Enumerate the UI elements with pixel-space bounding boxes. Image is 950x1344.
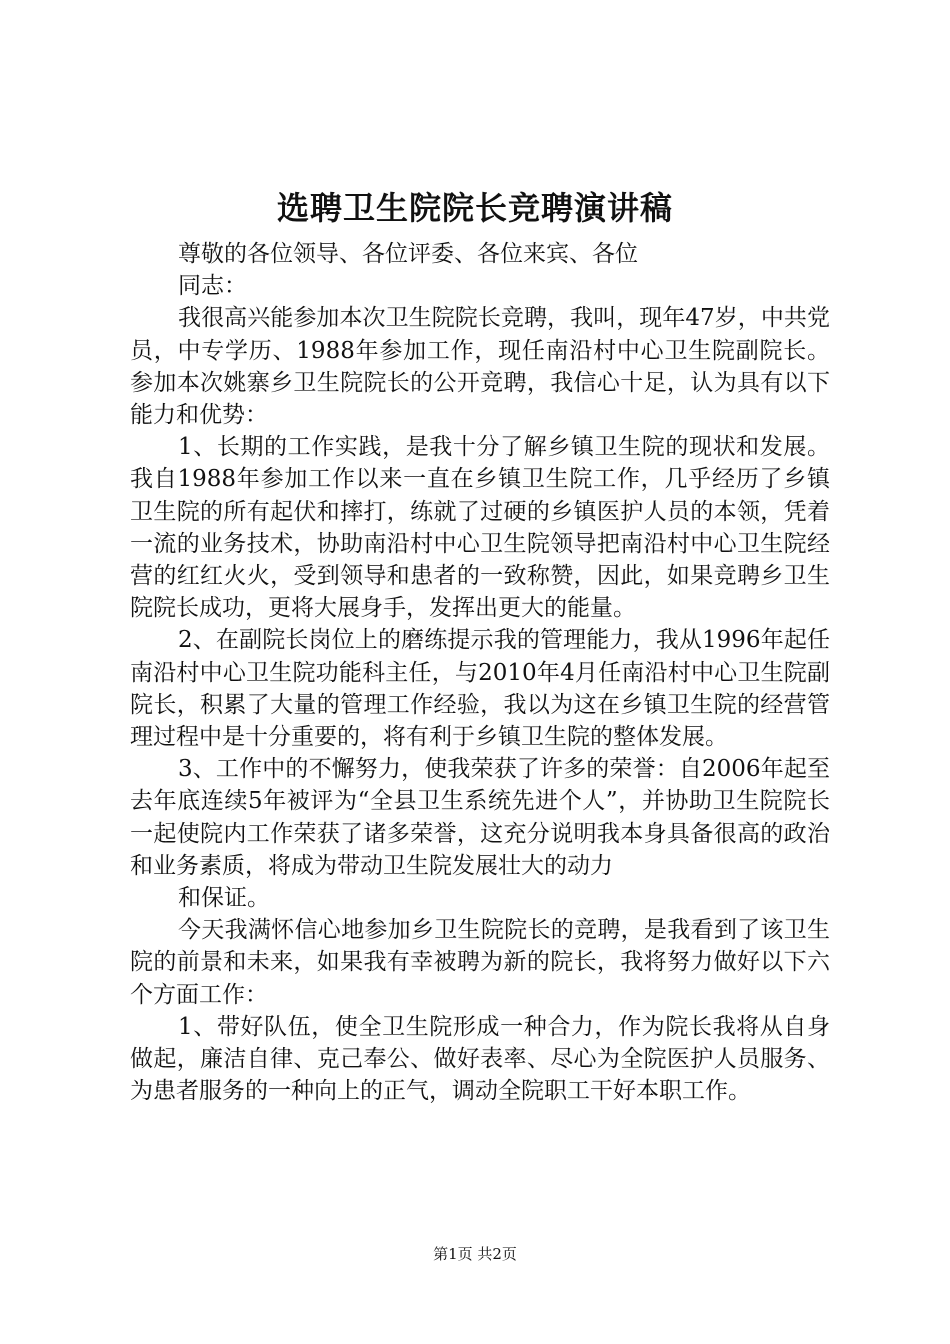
body-paragraph: 1、带好队伍，使全卫生院形成一种合力，作为院长我将从自身做起，廉洁自律、克己奉公、做好表率、尽心为全院医护人员服务、为患者服务的一种向上的正气，调动全院职工干好本职工作。 (130, 1013, 830, 1105)
document-title: 选聘卫生院院长竞聘演讲稿 (276, 189, 673, 227)
body-paragraph: 3、工作中的不懈努力，使我荣获了许多的荣誉：自2006年起至去年底连续5年被评为“全县卫生系统先进个人”，并协助卫生院院长一起使院内工作荣获了诸多荣誉，这充分说明我本身具备很高的政治和业务素质，将成为带动卫生院发展壮大的动力 (130, 756, 830, 879)
page-footer: 第1页 共2页 (433, 1245, 517, 1263)
document-body (130, 238, 830, 1107)
body-paragraph: 1、长期的工作实践，是我十分了解乡镇卫生院的现状和发展。我自1988年参加工作以来一直在乡镇卫生院工作，几乎经历了乡镇卫生院的所有起伏和摔打，练就了过硬的乡镇医护人员的本领，凭着一流的业务技术，协助南沿村中心卫生院领导把南沿村中心卫生院经营的红红火火，受到领导和患者的一致称赞，因此，如果竞聘乡卫生院院长成功，更将大展身手，发挥出更大的能量。 (130, 434, 830, 622)
salutation-line: 同志： (178, 273, 247, 300)
body-paragraph: 今天我满怀信心地参加乡卫生院院长的竞聘，是我看到了该卫生院的前景和未来，如果我有幸被聘为新的院长，我将努力做好以下六个方面工作： (130, 917, 830, 1008)
body-paragraph: 2、在副院长岗位上的磨练提示我的管理能力，我从1996年起任南沿村中心卫生院功能科主任，与2010年4月任南沿村中心卫生院副院长，积累了大量的管理工作经验，我以为这在乡镇卫生院的经营管理过程中是十分重要的，将有利于乡镇卫生院的整体发展。 (130, 627, 830, 751)
body-paragraph: 和保证。 (178, 885, 270, 912)
salutation-line: 尊敬的各位领导、各位评委、各位来宾、各位 (178, 241, 638, 267)
body-paragraph: 我很高兴能参加本次卫生院院长竞聘，我叫，现年47岁，中共党员，中专学历、1988年参加工作，现任南沿村中心卫生院副院长。参加本次姚寨乡卫生院院长的公开竞聘，我信心十足，认为具有以下能力和优势： (130, 305, 830, 429)
